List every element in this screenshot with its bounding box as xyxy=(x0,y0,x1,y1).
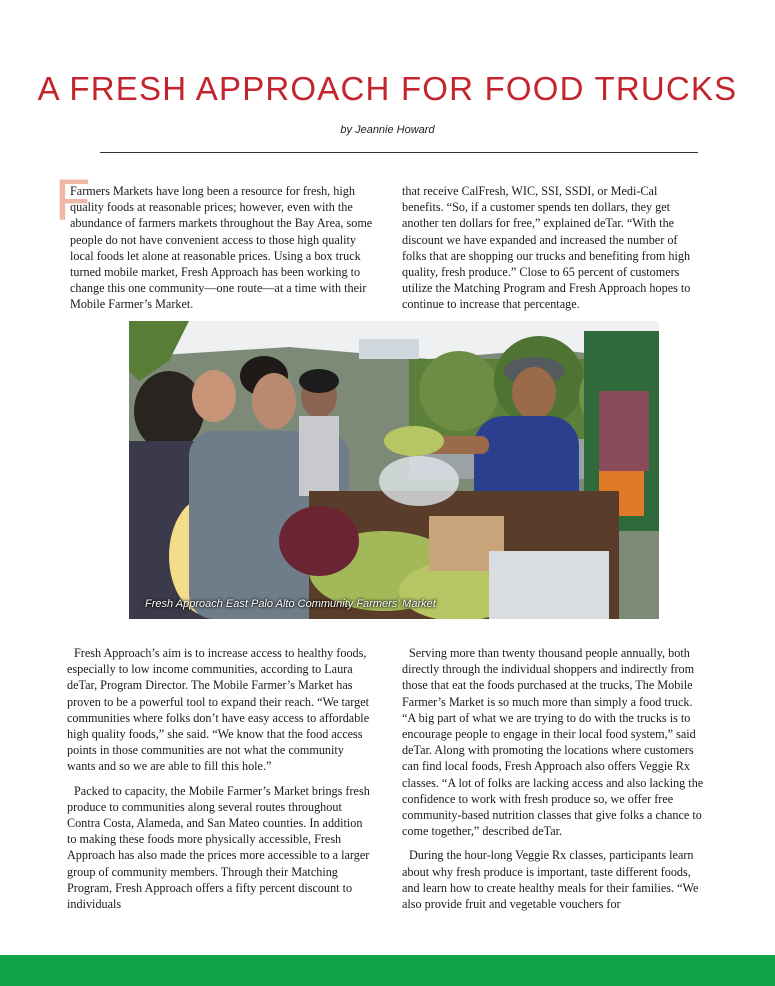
byline: by Jeannie Howard xyxy=(340,124,435,136)
paragraph-intro: Farmers Markets have long been a resource for fresh, high quality foods at reasonable prices; however, even with the abundance of farmers markets throughout the Bay Area, some people do not have convenient access to those high quality local foods let alone at reasonable prices. Using a box truck turned mobile market, Fresh Approach has been working to change this one community—one route—at a time with their Mobile Farmer’s Market. xyxy=(70,184,373,312)
market-photo-illustration xyxy=(129,321,659,619)
photo-caption: Fresh Approach East Palo Alto Community Farmers’ Market xyxy=(145,598,436,610)
market-photo xyxy=(129,321,659,619)
column-bottom-left xyxy=(67,645,370,912)
drop-cap: F xyxy=(55,168,91,233)
column-top-right xyxy=(402,183,700,313)
paragraph-matching: that receive CalFresh, WIC, SSI, SSDI, or Medi-Cal benefits. “So, if a customer spends ten dollars, they get another ten dollars for free,” explained deTar. “With the discount we have expanded and increased the number of folks that are shopping our trucks and benefiting from high quality, fresh produce.” Close to 65 percent of customers utilize the Matching Program and Fresh Approach hopes to continue to increase that percentage. xyxy=(402,184,691,312)
article-title: A FRESH APPROACH FOR FOOD TRUCKS xyxy=(37,70,738,107)
title-divider xyxy=(100,152,698,153)
column-bottom-right xyxy=(402,645,705,912)
paragraph-serving: Serving more than twenty thousand people annually, both directly through the individual shoppers and indirectly from those that eat the foods purchased at the trucks, The Mobile Farmer’s Market is so much more than simply a food truck. “A big part of what we are trying to do with the trucks is to encourage people to engage in their local food system,” said deTar. Along with promoting the locations where customers can find local foods, Fresh Approach also offers Veggie Rx classes. “A lot of folks are lacking access and also lacking the confidence to work with fresh produce so, we offer free community-based nutrition classes that give folks a chance to come together,” described deTar. xyxy=(402,646,704,839)
footer-bar xyxy=(0,955,775,986)
paragraph-aim: Fresh Approach’s aim is to increase access to healthy foods, especially to low income communities, according to Laura deTar, Program Director. The Mobile Farmer’s Market has proven to be a powerful tool to expand their reach. “We target communities where folks don’t have easy access to affordable high quality foods,” she said. “We know that the food access points in those communities are not what the community wants and so we are able to fill this hole.” xyxy=(67,646,370,774)
column-top-left xyxy=(70,183,373,313)
paragraph-capacity: Packed to capacity, the Mobile Farmer’s Market brings fresh produce to communities along several routes throughout Contra Costa, Alameda, and San Mateo counties. In addition to making these foods more physically accessible, Fresh Approach has also made the prices more accessible to a larger group of community members. Through their Matching Program, Fresh Approach offers a fifty percent discount to individuals xyxy=(67,783,370,912)
paragraph-classes: During the hour-long Veggie Rx classes, participants learn about why fresh produce is important, taste different foods, and learn how to create healthy meals for their families. “We also provide fruit and vegetable vouchers for xyxy=(402,848,699,912)
